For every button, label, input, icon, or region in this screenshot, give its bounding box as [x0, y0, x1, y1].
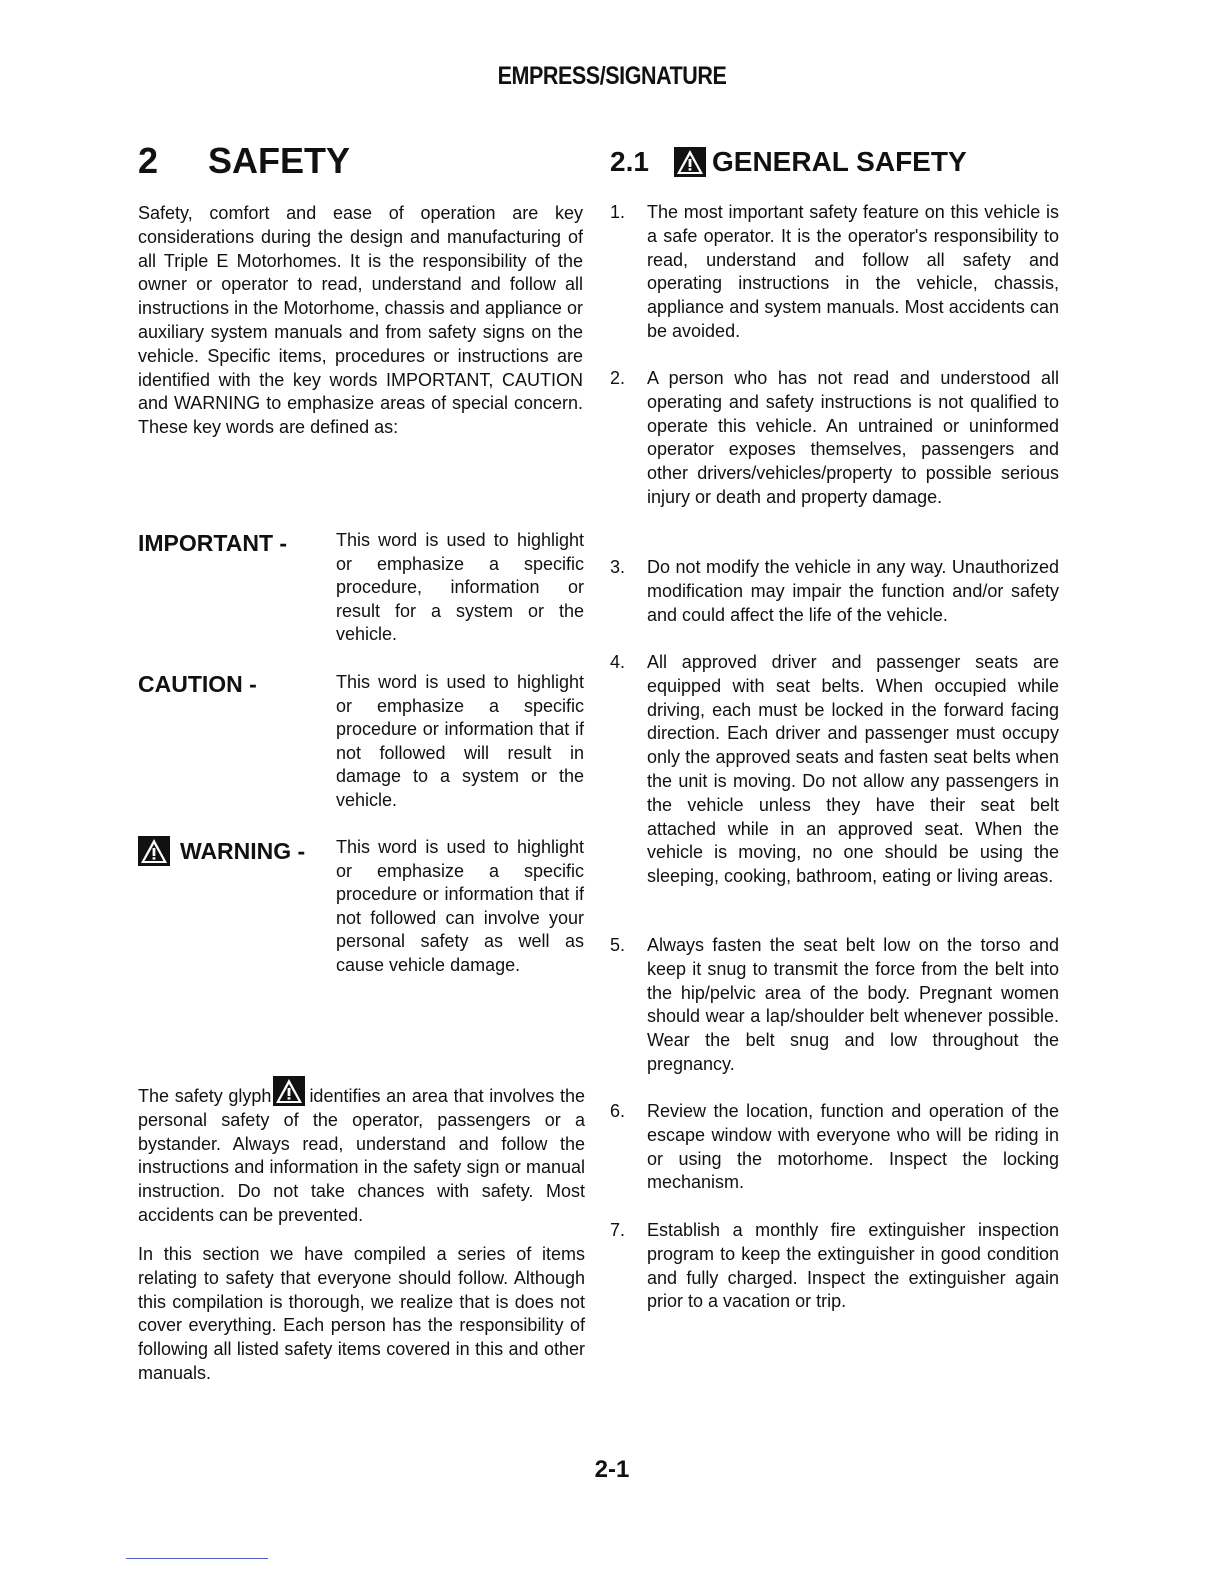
subsection-heading [610, 146, 967, 178]
compiled-paragraph: In this section we have compiled a series of items relating to safety that everyone should follow. Although this compilation is thorough, we realize that is does not cover everything. Each person has the responsibility of following all listed safety items covered in this and other manuals. [138, 1244, 585, 1383]
warning-triangle-icon [674, 147, 706, 177]
list-item-text: A person who has not read and understood all operating and safety instructions is not qualified to operate this vehicle. An untrained or uninformed operator exposes themselves, passengers and other drivers/vehicles/property to possible serious injury or death and property damage. [647, 368, 1059, 507]
list-item-text: Always fasten the seat belt low on the torso and keep it snug to transmit the force from the belt into the hip/pelvic area of the body. Pregnant women should wear a lap/shoulder belt whenever possible. Wear the belt snug and low throughout the pregnancy. [647, 935, 1059, 1074]
safety-glyph-text-after: identifies an area that involves the personal safety of the operator, passengers or a bystander. Always read, understand and follow the instructions and information in the safety sign or manual instruction. Do not take chances with safety. Most accidents can be prevented. [138, 1086, 586, 1225]
footer-rule [126, 1558, 268, 1559]
list-item-text: Review the location, function and operation of the escape window with everyone who will be riding in or using the motorhome. Inspect the locking mechanism. [647, 1101, 1059, 1193]
keyword-warning-label: WARNING - [180, 837, 306, 864]
keyword-caution-definition: This word is used to highlight or emphasize a specific procedure or information that if not followed will result in damage to a system or the vehicle. [336, 672, 584, 810]
keyword-important: IMPORTANT - [138, 530, 288, 556]
warning-triangle-icon [273, 1076, 305, 1106]
keyword-warning [138, 836, 305, 866]
page-number: 2-1 [594, 1456, 630, 1483]
intro-paragraph: Safety, comfort and ease of operation are key considerations during the design and manufacturing of all Triple E Motorhomes. It is the responsibility of the owner or operator to read, understand and follow all instructions in the Motorhome, chassis and appliance or auxiliary system manuals and from safety signs on the vehicle. Specific items, procedures or instructions are identified with the key words IMPORTANT, CAUTION and WARNING to emphasize areas of special concern. These key words are defined as: [138, 203, 583, 438]
list-item-number: 1. [610, 202, 626, 222]
list-item-number: 5. [610, 935, 626, 955]
section-number: 2 [138, 140, 159, 181]
list-item-number: 4. [610, 652, 626, 672]
list-item-number: 2. [610, 368, 626, 388]
subsection-title: GENERAL SAFETY [712, 146, 967, 177]
list-item-text: All approved driver and passenger seats are equipped with seat belts. When occupied while driving, each must be locked in the forward facing direction. Each driver and passenger must occupy only the approved seats and fasten seat belts when the unit is moving. Do not allow any passengers in the vehicle unless they have their seat belt attached while in an approved seat. When the vehicle is moving, no one should be using the sleeping, cooking, bathroom, eating or living areas. [647, 652, 1059, 887]
list-item-number: 6. [610, 1101, 626, 1121]
list-item-text: Establish a monthly fire extinguisher inspection program to keep the extinguisher in good condition and fully charged. Inspect the extinguisher again prior to a vacation or trip. [647, 1220, 1059, 1312]
warning-triangle-icon [138, 836, 170, 866]
running-header: EMPRESS/SIGNATURE [497, 62, 727, 90]
list-item-number: 3. [610, 557, 626, 577]
section-heading [138, 140, 350, 182]
list-item-number: 7. [610, 1220, 626, 1240]
list-item-text: The most important safety feature on this vehicle is a safe operator. It is the operator's responsibility to read, understand and follow all safety and operating instructions in the vehicle, chassis, appliance and system manuals. Most accidents can be avoided. [647, 202, 1059, 341]
list-item-text: Do not modify the vehicle in any way. Unauthorized modification may impair the function and/or safety and could affect the life of the vehicle. [647, 557, 1059, 625]
safety-glyph-text-before: The safety glyph [138, 1086, 272, 1106]
section-title: SAFETY [208, 140, 351, 181]
keyword-warning-definition: This word is used to highlight or emphasize a specific procedure or information that if not followed can involve your personal safety as well as cause vehicle damage. [336, 837, 584, 975]
safety-glyph-paragraph [138, 1076, 585, 1228]
subsection-number: 2.1 [610, 146, 649, 177]
keyword-important-definition: This word is used to highlight or emphasize a specific procedure, information or result for a system or the vehicle. [336, 530, 584, 645]
keyword-caution: CAUTION - [138, 671, 257, 697]
